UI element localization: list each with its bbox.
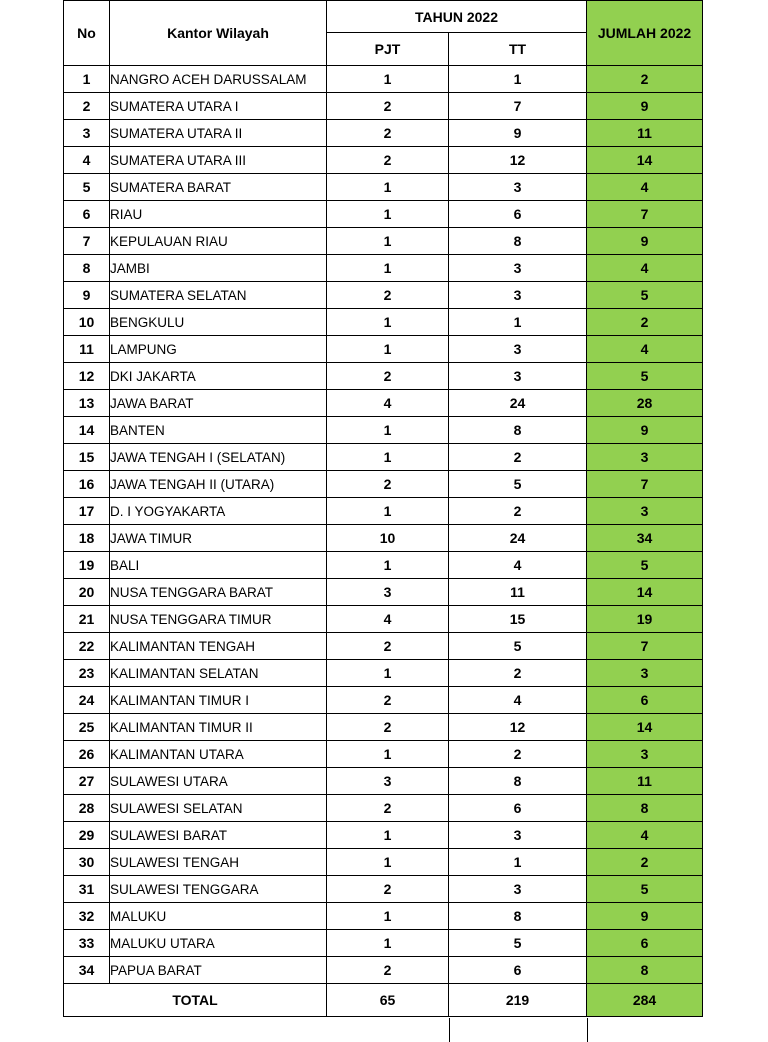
- row-tt: 3: [449, 876, 587, 903]
- row-kantor-wilayah: JAMBI: [110, 255, 327, 282]
- row-pjt: 1: [327, 930, 449, 957]
- row-tt: 4: [449, 687, 587, 714]
- row-kantor-wilayah: JAWA TENGAH II (UTARA): [110, 471, 327, 498]
- row-jumlah: 5: [587, 363, 703, 390]
- kantor-wilayah-table: [63, 0, 703, 1017]
- row-pjt: 2: [327, 957, 449, 984]
- row-jumlah: 4: [587, 255, 703, 282]
- row-tt: 2: [449, 741, 587, 768]
- row-jumlah: 5: [587, 282, 703, 309]
- row-pjt: 1: [327, 255, 449, 282]
- table-row: [64, 282, 703, 309]
- row-tt: 5: [449, 633, 587, 660]
- row-pjt: 2: [327, 147, 449, 174]
- row-number: 25: [64, 714, 110, 741]
- row-number: 23: [64, 660, 110, 687]
- row-kantor-wilayah: MALUKU UTARA: [110, 930, 327, 957]
- table-row: [64, 768, 703, 795]
- row-pjt: 1: [327, 417, 449, 444]
- row-number: 22: [64, 633, 110, 660]
- row-number: 15: [64, 444, 110, 471]
- row-tt: 3: [449, 336, 587, 363]
- grid-line: [587, 1018, 588, 1042]
- row-kantor-wilayah: NANGRO ACEH DARUSSALAM: [110, 66, 327, 93]
- row-kantor-wilayah: SULAWESI TENGGARA: [110, 876, 327, 903]
- row-jumlah: 11: [587, 120, 703, 147]
- table-row: [64, 174, 703, 201]
- row-kantor-wilayah: BANTEN: [110, 417, 327, 444]
- row-jumlah: 6: [587, 930, 703, 957]
- row-jumlah: 3: [587, 444, 703, 471]
- row-tt: 5: [449, 930, 587, 957]
- row-jumlah: 2: [587, 849, 703, 876]
- row-tt: 7: [449, 93, 587, 120]
- row-jumlah: 7: [587, 471, 703, 498]
- row-pjt: 1: [327, 336, 449, 363]
- row-kantor-wilayah: SULAWESI BARAT: [110, 822, 327, 849]
- row-tt: 6: [449, 795, 587, 822]
- row-jumlah: 14: [587, 714, 703, 741]
- row-kantor-wilayah: MALUKU: [110, 903, 327, 930]
- table-row: [64, 390, 703, 417]
- row-number: 28: [64, 795, 110, 822]
- row-jumlah: 2: [587, 309, 703, 336]
- row-jumlah: 3: [587, 498, 703, 525]
- row-number: 5: [64, 174, 110, 201]
- row-pjt: 1: [327, 660, 449, 687]
- row-jumlah: 3: [587, 741, 703, 768]
- row-pjt: 2: [327, 687, 449, 714]
- table-row: [64, 120, 703, 147]
- table-row: [64, 93, 703, 120]
- row-kantor-wilayah: DKI JAKARTA: [110, 363, 327, 390]
- row-number: 6: [64, 201, 110, 228]
- total-tt: 219: [449, 984, 587, 1017]
- row-pjt: 1: [327, 903, 449, 930]
- row-kantor-wilayah: SULAWESI SELATAN: [110, 795, 327, 822]
- row-kantor-wilayah: SUMATERA UTARA II: [110, 120, 327, 147]
- table-row: [64, 336, 703, 363]
- header-row-1: [64, 1, 703, 33]
- row-number: 33: [64, 930, 110, 957]
- row-kantor-wilayah: JAWA TENGAH I (SELATAN): [110, 444, 327, 471]
- table-row: [64, 714, 703, 741]
- row-number: 21: [64, 606, 110, 633]
- row-kantor-wilayah: KALIMANTAN TIMUR II: [110, 714, 327, 741]
- row-tt: 1: [449, 849, 587, 876]
- table-body: [64, 66, 703, 984]
- row-kantor-wilayah: SUMATERA UTARA III: [110, 147, 327, 174]
- row-kantor-wilayah: JAWA BARAT: [110, 390, 327, 417]
- row-tt: 3: [449, 822, 587, 849]
- row-pjt: 1: [327, 552, 449, 579]
- row-tt: 8: [449, 417, 587, 444]
- row-number: 32: [64, 903, 110, 930]
- table-row: [64, 471, 703, 498]
- row-tt: 3: [449, 363, 587, 390]
- table-row: [64, 687, 703, 714]
- table-row: [64, 903, 703, 930]
- row-pjt: 2: [327, 876, 449, 903]
- row-tt: 6: [449, 201, 587, 228]
- row-jumlah: 9: [587, 903, 703, 930]
- row-jumlah: 4: [587, 822, 703, 849]
- row-tt: 3: [449, 174, 587, 201]
- table-row: [64, 66, 703, 93]
- row-jumlah: 34: [587, 525, 703, 552]
- row-pjt: 2: [327, 633, 449, 660]
- row-pjt: 1: [327, 498, 449, 525]
- row-number: 16: [64, 471, 110, 498]
- row-number: 9: [64, 282, 110, 309]
- row-number: 30: [64, 849, 110, 876]
- row-pjt: 1: [327, 66, 449, 93]
- total-jumlah: 284: [587, 984, 703, 1017]
- row-pjt: 3: [327, 579, 449, 606]
- row-number: 12: [64, 363, 110, 390]
- header-tt: TT: [449, 33, 587, 66]
- row-jumlah: 8: [587, 957, 703, 984]
- row-kantor-wilayah: SULAWESI TENGAH: [110, 849, 327, 876]
- row-tt: 8: [449, 768, 587, 795]
- header-kantor-wilayah: Kantor Wilayah: [110, 1, 327, 66]
- row-jumlah: 14: [587, 579, 703, 606]
- table-row: [64, 444, 703, 471]
- table-row: [64, 822, 703, 849]
- header-no: No: [64, 1, 110, 66]
- row-jumlah: 28: [587, 390, 703, 417]
- row-pjt: 3: [327, 768, 449, 795]
- table-row: [64, 741, 703, 768]
- row-pjt: 2: [327, 714, 449, 741]
- row-pjt: 2: [327, 795, 449, 822]
- grid-line: [449, 1018, 450, 1042]
- table-row: [64, 849, 703, 876]
- row-kantor-wilayah: SUMATERA BARAT: [110, 174, 327, 201]
- row-kantor-wilayah: KALIMANTAN TENGAH: [110, 633, 327, 660]
- row-jumlah: 9: [587, 228, 703, 255]
- table-row: [64, 579, 703, 606]
- row-pjt: 2: [327, 120, 449, 147]
- row-jumlah: 5: [587, 876, 703, 903]
- row-jumlah: 6: [587, 687, 703, 714]
- row-number: 34: [64, 957, 110, 984]
- row-number: 20: [64, 579, 110, 606]
- table-row: [64, 417, 703, 444]
- row-tt: 6: [449, 957, 587, 984]
- row-jumlah: 11: [587, 768, 703, 795]
- table-row: [64, 363, 703, 390]
- row-number: 7: [64, 228, 110, 255]
- table-row: [64, 552, 703, 579]
- table-row: [64, 525, 703, 552]
- row-kantor-wilayah: RIAU: [110, 201, 327, 228]
- total-label: TOTAL: [64, 984, 327, 1017]
- row-kantor-wilayah: PAPUA BARAT: [110, 957, 327, 984]
- row-number: 31: [64, 876, 110, 903]
- header-pjt: PJT: [327, 33, 449, 66]
- row-number: 3: [64, 120, 110, 147]
- row-kantor-wilayah: KEPULAUAN RIAU: [110, 228, 327, 255]
- row-tt: 2: [449, 498, 587, 525]
- table-row: [64, 876, 703, 903]
- row-pjt: 4: [327, 606, 449, 633]
- row-number: 8: [64, 255, 110, 282]
- row-jumlah: 7: [587, 633, 703, 660]
- row-jumlah: 9: [587, 417, 703, 444]
- row-number: 14: [64, 417, 110, 444]
- row-tt: 5: [449, 471, 587, 498]
- row-pjt: 1: [327, 741, 449, 768]
- row-pjt: 1: [327, 309, 449, 336]
- row-kantor-wilayah: KALIMANTAN SELATAN: [110, 660, 327, 687]
- row-pjt: 2: [327, 471, 449, 498]
- row-number: 11: [64, 336, 110, 363]
- row-number: 18: [64, 525, 110, 552]
- row-pjt: 1: [327, 228, 449, 255]
- row-tt: 24: [449, 525, 587, 552]
- row-jumlah: 4: [587, 336, 703, 363]
- row-pjt: 2: [327, 93, 449, 120]
- table-row: [64, 255, 703, 282]
- header-jumlah: JUMLAH 2022: [587, 1, 703, 66]
- table-row: [64, 606, 703, 633]
- table-row: [64, 633, 703, 660]
- row-kantor-wilayah: SUMATERA UTARA I: [110, 93, 327, 120]
- row-tt: 12: [449, 147, 587, 174]
- row-number: 1: [64, 66, 110, 93]
- row-kantor-wilayah: NUSA TENGGARA TIMUR: [110, 606, 327, 633]
- table-row: [64, 228, 703, 255]
- row-pjt: 1: [327, 174, 449, 201]
- row-number: 17: [64, 498, 110, 525]
- row-kantor-wilayah: NUSA TENGGARA BARAT: [110, 579, 327, 606]
- table-row: [64, 957, 703, 984]
- row-number: 19: [64, 552, 110, 579]
- row-jumlah: 8: [587, 795, 703, 822]
- row-pjt: 1: [327, 444, 449, 471]
- row-tt: 9: [449, 120, 587, 147]
- row-tt: 1: [449, 66, 587, 93]
- row-tt: 4: [449, 552, 587, 579]
- row-pjt: 1: [327, 201, 449, 228]
- row-kantor-wilayah: LAMPUNG: [110, 336, 327, 363]
- row-tt: 24: [449, 390, 587, 417]
- row-kantor-wilayah: JAWA TIMUR: [110, 525, 327, 552]
- row-kantor-wilayah: SUMATERA SELATAN: [110, 282, 327, 309]
- total-row: [64, 984, 703, 1017]
- row-tt: 11: [449, 579, 587, 606]
- table-row: [64, 795, 703, 822]
- row-number: 2: [64, 93, 110, 120]
- table-row: [64, 498, 703, 525]
- row-number: 29: [64, 822, 110, 849]
- row-jumlah: 9: [587, 93, 703, 120]
- row-kantor-wilayah: D. I YOGYAKARTA: [110, 498, 327, 525]
- row-pjt: 2: [327, 363, 449, 390]
- row-pjt: 4: [327, 390, 449, 417]
- row-number: 4: [64, 147, 110, 174]
- row-number: 10: [64, 309, 110, 336]
- header-tahun: TAHUN 2022: [327, 1, 587, 33]
- row-pjt: 1: [327, 849, 449, 876]
- row-tt: 1: [449, 309, 587, 336]
- row-kantor-wilayah: BENGKULU: [110, 309, 327, 336]
- row-jumlah: 3: [587, 660, 703, 687]
- row-kantor-wilayah: SULAWESI UTARA: [110, 768, 327, 795]
- row-number: 24: [64, 687, 110, 714]
- row-tt: 3: [449, 282, 587, 309]
- row-jumlah: 2: [587, 66, 703, 93]
- row-pjt: 2: [327, 282, 449, 309]
- row-jumlah: 14: [587, 147, 703, 174]
- row-pjt: 10: [327, 525, 449, 552]
- row-tt: 2: [449, 660, 587, 687]
- row-tt: 3: [449, 255, 587, 282]
- row-tt: 2: [449, 444, 587, 471]
- table-row: [64, 660, 703, 687]
- row-kantor-wilayah: KALIMANTAN TIMUR I: [110, 687, 327, 714]
- row-kantor-wilayah: KALIMANTAN UTARA: [110, 741, 327, 768]
- row-jumlah: 5: [587, 552, 703, 579]
- row-number: 27: [64, 768, 110, 795]
- row-tt: 8: [449, 228, 587, 255]
- row-tt: 12: [449, 714, 587, 741]
- row-jumlah: 7: [587, 201, 703, 228]
- row-jumlah: 19: [587, 606, 703, 633]
- row-number: 13: [64, 390, 110, 417]
- table-row: [64, 930, 703, 957]
- row-tt: 8: [449, 903, 587, 930]
- table-row: [64, 147, 703, 174]
- table-row: [64, 201, 703, 228]
- row-number: 26: [64, 741, 110, 768]
- row-tt: 15: [449, 606, 587, 633]
- total-pjt: 65: [327, 984, 449, 1017]
- row-jumlah: 4: [587, 174, 703, 201]
- row-pjt: 1: [327, 822, 449, 849]
- table-row: [64, 309, 703, 336]
- row-kantor-wilayah: BALI: [110, 552, 327, 579]
